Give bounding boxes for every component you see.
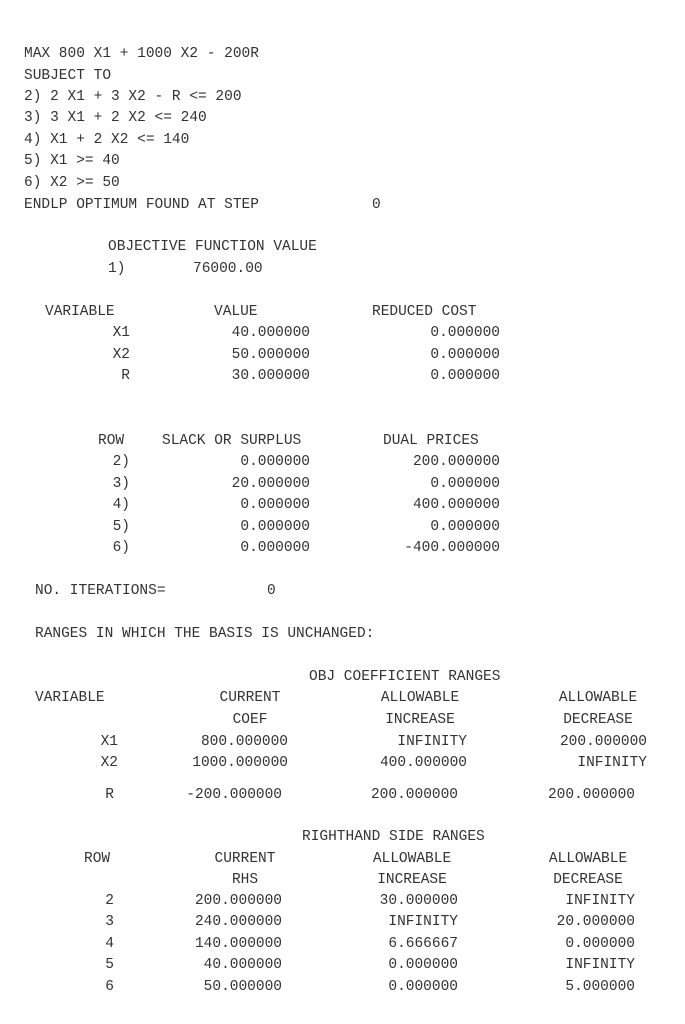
obj-increase: INFINITY [397, 734, 467, 750]
rhs-current: 40.000000 [203, 957, 282, 973]
constraint-2: 2) 2 X1 + 3 X2 - R <= 200 [24, 89, 242, 105]
var-reduced-cost: 0.000000 [430, 347, 500, 363]
row-dual-price: 0.000000 [430, 476, 500, 492]
rhs-header-decrease-top: ALLOWABLE [548, 851, 628, 867]
obj-variable: X2 [100, 755, 118, 771]
rhs-decrease: 0.000000 [565, 936, 635, 952]
rhs-header-decrease: DECREASE [553, 872, 623, 888]
rhs-current: 50.000000 [203, 979, 282, 995]
rhs-decrease: INFINITY [565, 893, 635, 909]
rhs-row: 6 [105, 979, 114, 995]
objective-row-label: 1) [108, 261, 126, 277]
obj-current: 1000.000000 [192, 755, 288, 771]
rhs-increase: 6.666667 [388, 936, 458, 952]
subject-to-label: SUBJECT TO [24, 68, 112, 84]
var-value: 30.000000 [231, 368, 310, 384]
row-dual-price: 400.000000 [412, 497, 500, 513]
rhs-decrease: INFINITY [565, 957, 635, 973]
row-label: 2) [112, 454, 130, 470]
end-line [24, 196, 259, 214]
row-label: 6) [112, 540, 130, 556]
var-value: 40.000000 [231, 325, 310, 341]
status-text: LP OPTIMUM FOUND AT STEP [50, 197, 259, 213]
obj-decrease: 200.000000 [547, 787, 635, 803]
end-keyword: END [24, 197, 51, 213]
obj-current: 800.000000 [200, 734, 288, 750]
var-reduced-cost: 0.000000 [430, 368, 500, 384]
rhs-header-increase: INCREASE [377, 872, 447, 888]
row-dual-price: -400.000000 [404, 540, 500, 556]
rhs-increase: 0.000000 [388, 979, 458, 995]
row-label: 3) [112, 476, 130, 492]
iterations-label: NO. ITERATIONS= [35, 583, 166, 599]
constraint-6: 6) X2 >= 50 [24, 175, 120, 191]
row-dual-price: 200.000000 [412, 454, 500, 470]
objective-value: 76000.00 [193, 261, 263, 277]
var-header-value: VALUE [214, 304, 258, 320]
obj-variable: R [105, 787, 114, 803]
rhs-increase: INFINITY [388, 914, 458, 930]
obj-variable: X1 [100, 734, 118, 750]
obj-header-coef: COEF [232, 712, 268, 728]
var-name: X1 [112, 325, 130, 341]
rhs-header-current: CURRENT [214, 851, 276, 867]
constraint-5: 5) X1 >= 40 [24, 153, 120, 169]
var-reduced-cost: 0.000000 [430, 325, 500, 341]
rhs-header-increase-top: ALLOWABLE [372, 851, 452, 867]
obj-header-decrease: DECREASE [563, 712, 633, 728]
row-label: 5) [112, 519, 130, 535]
obj-header-decrease-top: ALLOWABLE [558, 690, 638, 706]
obj-decrease: 200.000000 [559, 734, 647, 750]
rhs-decrease: 5.000000 [565, 979, 635, 995]
var-name: X2 [112, 347, 130, 363]
row-dual-price: 0.000000 [430, 519, 500, 535]
obj-header-current: CURRENT [219, 690, 281, 706]
rhs-decrease: 20.000000 [556, 914, 635, 930]
obj-ranges-title: OBJ COEFFICIENT RANGES [309, 669, 501, 685]
rhs-header-row: ROW [84, 851, 111, 867]
rhs-row: 2 [105, 893, 114, 909]
objective-value-heading: OBJECTIVE FUNCTION VALUE [108, 239, 317, 255]
rhs-ranges-title: RIGHTHAND SIDE RANGES [302, 829, 485, 845]
rhs-increase: 0.000000 [388, 957, 458, 973]
obj-increase: 200.000000 [370, 787, 458, 803]
rhs-row: 5 [105, 957, 114, 973]
iterations-value: 0 [267, 583, 276, 599]
row-slack: 0.000000 [240, 497, 310, 513]
objective-line: MAX 800 X1 + 1000 X2 - 200R [24, 46, 259, 62]
obj-header-variable: VARIABLE [35, 690, 105, 706]
rhs-current: 240.000000 [194, 914, 282, 930]
obj-current: -200.000000 [186, 787, 282, 803]
var-header-variable: VARIABLE [45, 304, 115, 320]
row-header-slack: SLACK OR SURPLUS [162, 433, 302, 449]
obj-increase: 400.000000 [379, 755, 467, 771]
row-slack: 0.000000 [240, 454, 310, 470]
row-header-dual: DUAL PRICES [383, 433, 479, 449]
rhs-current: 140.000000 [194, 936, 282, 952]
ranges-title: RANGES IN WHICH THE BASIS IS UNCHANGED: [35, 626, 375, 642]
rhs-current: 200.000000 [194, 893, 282, 909]
step-count: 0 [372, 197, 381, 213]
obj-decrease: INFINITY [577, 755, 647, 771]
obj-header-increase: INCREASE [385, 712, 455, 728]
row-slack: 20.000000 [231, 476, 310, 492]
obj-header-increase-top: ALLOWABLE [380, 690, 460, 706]
rhs-header-rhs: RHS [231, 872, 259, 888]
rhs-increase: 30.000000 [379, 893, 458, 909]
rhs-row: 3 [105, 914, 114, 930]
var-name: R [121, 368, 130, 384]
var-header-reduced-cost: REDUCED COST [372, 304, 477, 320]
row-label: 4) [112, 497, 130, 513]
constraint-3: 3) 3 X1 + 2 X2 <= 240 [24, 110, 207, 126]
constraint-4: 4) X1 + 2 X2 <= 140 [24, 132, 190, 148]
row-slack: 0.000000 [240, 519, 310, 535]
rhs-row: 4 [105, 936, 114, 952]
var-value: 50.000000 [231, 347, 310, 363]
row-header-row: ROW [98, 433, 125, 449]
row-slack: 0.000000 [240, 540, 310, 556]
